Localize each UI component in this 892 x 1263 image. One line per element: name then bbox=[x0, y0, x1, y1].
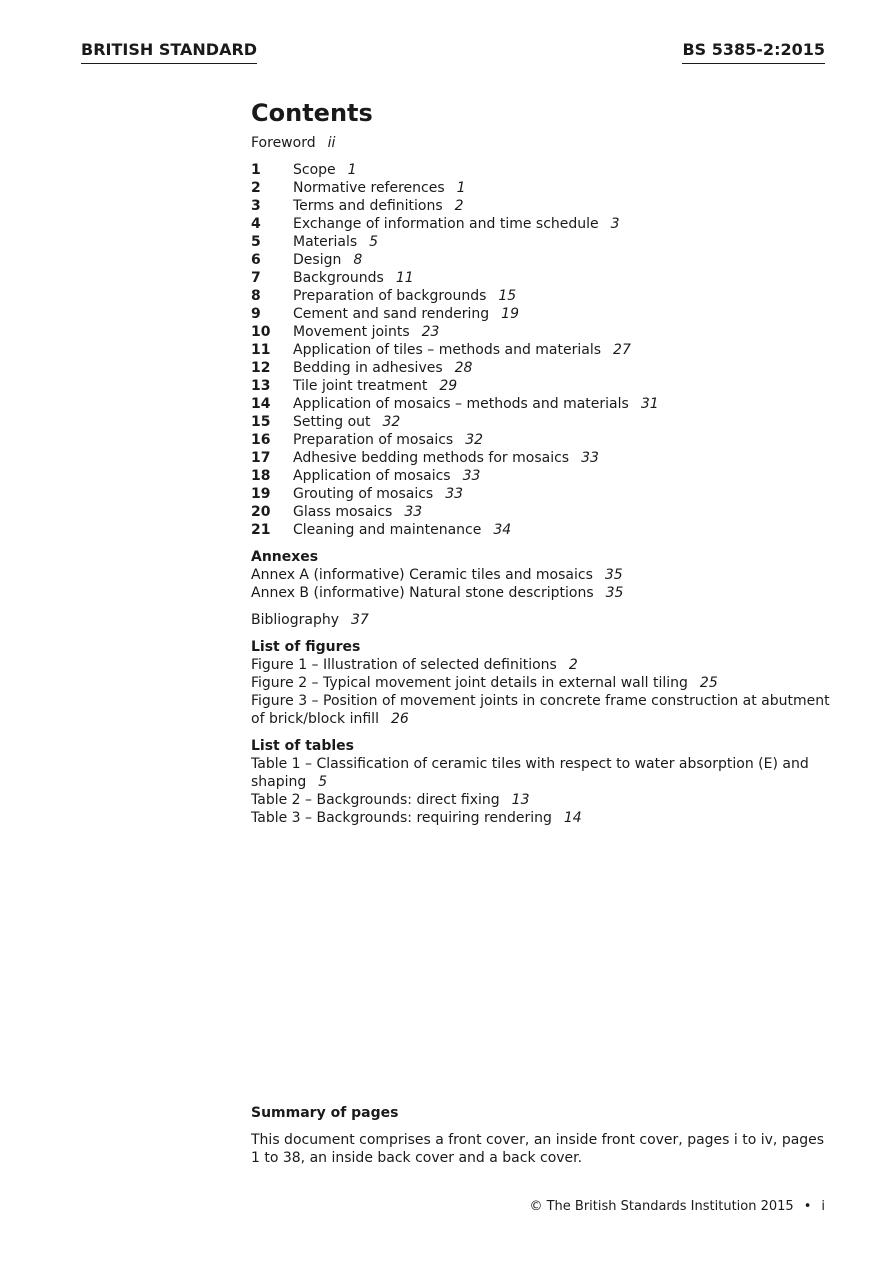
toc-entry bbox=[251, 449, 831, 467]
toc-entry-text bbox=[293, 431, 483, 449]
toc-entry-text bbox=[293, 341, 631, 359]
toc-entry bbox=[251, 359, 831, 377]
toc-entry bbox=[251, 791, 831, 809]
toc-entry-text bbox=[293, 377, 457, 395]
toc-entry-text bbox=[293, 305, 519, 323]
toc-entry-text bbox=[293, 449, 599, 467]
toc-page-number: 28 bbox=[454, 360, 473, 376]
toc-entry-title: Table 3 – Backgrounds: requiring rendering bbox=[251, 810, 552, 826]
summary-heading: Summary of pages bbox=[251, 1105, 399, 1121]
toc-page-number: 11 bbox=[395, 270, 414, 286]
toc-page-number: 1 bbox=[456, 180, 466, 196]
header-standard-number: BS 5385-2:2015 bbox=[682, 40, 825, 64]
toc-page-number: 1 bbox=[347, 162, 357, 178]
toc-entry-title: Table 1 – Classification of ceramic tiles with respect to water absorption (E) and shaping bbox=[251, 756, 809, 790]
toc-entry bbox=[251, 161, 831, 179]
toc-clause-title: Bedding in adhesives bbox=[293, 360, 443, 376]
summary-text: This document comprises a front cover, an inside front cover, pages i to iv, pages 1 to 38, an inside back cover and a back cover. bbox=[251, 1132, 825, 1166]
toc-clause-number: 8 bbox=[251, 288, 261, 304]
page-footer bbox=[529, 1198, 825, 1216]
toc-clause-title: Terms and definitions bbox=[293, 198, 443, 214]
toc-entry-text bbox=[293, 413, 400, 431]
toc-clause-number: 20 bbox=[251, 504, 271, 520]
toc-page-number: 5 bbox=[369, 234, 379, 250]
toc-clause-number: 1 bbox=[251, 162, 261, 178]
toc-clause-title: Grouting of mosaics bbox=[293, 486, 434, 502]
toc-page-number: 5 bbox=[318, 774, 328, 790]
toc-entry bbox=[251, 431, 831, 449]
toc-page-number: ii bbox=[327, 135, 336, 151]
toc-entry bbox=[251, 233, 831, 251]
toc-entry bbox=[251, 692, 831, 728]
toc-page-number: 2 bbox=[568, 657, 578, 673]
toc-clause-title: Glass mosaics bbox=[293, 504, 393, 520]
toc-entry bbox=[251, 467, 831, 485]
toc-entry bbox=[251, 656, 831, 674]
toc-clause-number: 2 bbox=[251, 180, 261, 196]
toc-clause-number: 21 bbox=[251, 522, 271, 538]
toc-entry-text bbox=[293, 287, 516, 305]
toc-clause-number: 9 bbox=[251, 306, 261, 322]
toc-clause-title: Backgrounds bbox=[293, 270, 384, 286]
toc-page-number: 33 bbox=[462, 468, 481, 484]
toc-page-number: 35 bbox=[604, 567, 623, 583]
toc-entry bbox=[251, 215, 831, 233]
toc-entry-text bbox=[293, 395, 659, 413]
toc-clause-number: 19 bbox=[251, 486, 271, 502]
toc-entry bbox=[251, 197, 831, 215]
toc-page-number: 32 bbox=[465, 432, 484, 448]
toc-clause-title: Setting out bbox=[293, 414, 371, 430]
toc-bibliography bbox=[251, 611, 831, 629]
toc-entry bbox=[251, 377, 831, 395]
copyright-text: © The British Standards Institution 2015 bbox=[529, 1199, 794, 1214]
toc-entry-text bbox=[293, 485, 463, 503]
toc-clause-number: 6 bbox=[251, 252, 261, 268]
toc-entry bbox=[251, 341, 831, 359]
toc-entry bbox=[251, 251, 831, 269]
toc-figure-list bbox=[251, 656, 831, 728]
toc-clause-number: 12 bbox=[251, 360, 271, 376]
toc-page-number: 29 bbox=[439, 378, 458, 394]
toc-entry bbox=[251, 179, 831, 197]
toc-entry bbox=[251, 485, 831, 503]
toc-entry bbox=[251, 269, 831, 287]
toc-page-number: 26 bbox=[390, 711, 409, 727]
toc-page-number: 2 bbox=[454, 198, 464, 214]
toc-page-number: 33 bbox=[445, 486, 464, 502]
toc-clause-title: Cleaning and maintenance bbox=[293, 522, 482, 538]
toc-entry-text bbox=[293, 251, 362, 269]
toc-clause-title: Application of tiles – methods and materials bbox=[293, 342, 602, 358]
toc-clause-title: Adhesive bedding methods for mosaics bbox=[293, 450, 570, 466]
toc-clause-number: 17 bbox=[251, 450, 271, 466]
toc-clause-title: Design bbox=[293, 252, 342, 268]
toc-clause-title: Scope bbox=[293, 162, 336, 178]
toc-clause-number: 10 bbox=[251, 324, 271, 340]
contents-section bbox=[251, 98, 831, 827]
header-standard-label: BRITISH STANDARD bbox=[81, 40, 257, 64]
toc-clause-title: Tile joint treatment bbox=[293, 378, 428, 394]
summary-section bbox=[251, 1104, 831, 1167]
toc-page-number: 27 bbox=[613, 342, 631, 358]
toc-entry bbox=[251, 674, 831, 692]
toc-clause-title: Preparation of mosaics bbox=[293, 432, 454, 448]
toc-page-number: 32 bbox=[382, 414, 401, 430]
toc-page-number: 19 bbox=[501, 306, 519, 322]
toc-entry-text bbox=[293, 503, 422, 521]
toc-clause-number: 5 bbox=[251, 234, 261, 250]
toc-clause-number: 11 bbox=[251, 342, 271, 358]
bullet-separator: • bbox=[803, 1199, 812, 1214]
toc-entry-text bbox=[293, 269, 414, 287]
toc-entry-text bbox=[293, 197, 464, 215]
toc-entry bbox=[251, 809, 831, 827]
toc-page-number: 8 bbox=[353, 252, 363, 268]
toc-clause-number: 16 bbox=[251, 432, 271, 448]
toc-clause-number: 18 bbox=[251, 468, 271, 484]
toc-page-number: 3 bbox=[610, 216, 620, 232]
toc-entry-title: Annex B (informative) Natural stone descriptions bbox=[251, 585, 594, 601]
toc-entry bbox=[251, 584, 831, 602]
toc-entry-title: Table 2 – Backgrounds: direct fixing bbox=[251, 792, 500, 808]
toc-clause-number: 7 bbox=[251, 270, 261, 286]
toc-foreword bbox=[251, 134, 831, 152]
toc-entry bbox=[251, 413, 831, 431]
toc-entry-text bbox=[293, 467, 480, 485]
toc-entry bbox=[251, 521, 831, 539]
toc-clause-title: Normative references bbox=[293, 180, 445, 196]
toc-entry bbox=[251, 323, 831, 341]
toc-entry-text bbox=[293, 359, 472, 377]
toc-clause-title: Preparation of backgrounds bbox=[293, 288, 487, 304]
toc-page-number: 34 bbox=[493, 522, 512, 538]
toc-entry-title: Figure 3 – Position of movement joints in concrete frame construction at abutment of brick/block infill bbox=[251, 693, 830, 727]
toc-clause-title: Exchange of information and time schedule bbox=[293, 216, 599, 232]
toc-page-number: 37 bbox=[351, 612, 369, 628]
toc-clause-number: 4 bbox=[251, 216, 261, 232]
toc-clause-title: Application of mosaics bbox=[293, 468, 451, 484]
toc-table-list bbox=[251, 755, 831, 827]
toc-clause-title: Materials bbox=[293, 234, 358, 250]
toc-clause-list bbox=[251, 161, 831, 539]
toc-page-number: 14 bbox=[563, 810, 582, 826]
toc-entry bbox=[251, 755, 831, 791]
toc-foreword-label: Foreword bbox=[251, 135, 316, 151]
toc-page-number: 25 bbox=[699, 675, 718, 691]
toc-clause-number: 15 bbox=[251, 414, 271, 430]
page-title: Contents bbox=[251, 99, 373, 127]
tables-heading: List of tables bbox=[251, 738, 354, 754]
toc-clause-number: 3 bbox=[251, 198, 261, 214]
figures-heading: List of figures bbox=[251, 639, 361, 655]
toc-clause-title: Application of mosaics – methods and materials bbox=[293, 396, 629, 412]
toc-page-number: 33 bbox=[581, 450, 599, 466]
toc-entry-text bbox=[293, 521, 511, 539]
toc-page-number: 33 bbox=[404, 504, 423, 520]
toc-entry-title: Figure 1 – Illustration of selected definitions bbox=[251, 657, 557, 673]
toc-bibliography-label: Bibliography bbox=[251, 612, 339, 628]
toc-entry-text bbox=[293, 323, 439, 341]
toc-entry-text bbox=[293, 179, 466, 197]
toc-entry-text bbox=[293, 233, 378, 251]
toc-page-number: 13 bbox=[511, 792, 530, 808]
annexes-heading: Annexes bbox=[251, 549, 319, 565]
toc-entry-text bbox=[293, 215, 620, 233]
toc-entry-text bbox=[293, 161, 357, 179]
toc-clause-title: Movement joints bbox=[293, 324, 410, 340]
toc-page-number: 23 bbox=[421, 324, 440, 340]
toc-page-number: 35 bbox=[605, 585, 624, 601]
page-number: i bbox=[821, 1199, 825, 1214]
toc-entry bbox=[251, 503, 831, 521]
toc-page-number: 31 bbox=[640, 396, 659, 412]
toc-entry bbox=[251, 395, 831, 413]
toc-annex-list bbox=[251, 566, 831, 602]
toc-clause-number: 14 bbox=[251, 396, 271, 412]
toc-entry bbox=[251, 287, 831, 305]
toc-entry bbox=[251, 566, 831, 584]
toc-clause-title: Cement and sand rendering bbox=[293, 306, 490, 322]
toc-clause-number: 13 bbox=[251, 378, 271, 394]
toc-entry-title: Annex A (informative) Ceramic tiles and mosaics bbox=[251, 567, 593, 583]
toc-entry bbox=[251, 305, 831, 323]
toc-entry-title: Figure 2 – Typical movement joint details in external wall tiling bbox=[251, 675, 688, 691]
toc-page-number: 15 bbox=[498, 288, 517, 304]
